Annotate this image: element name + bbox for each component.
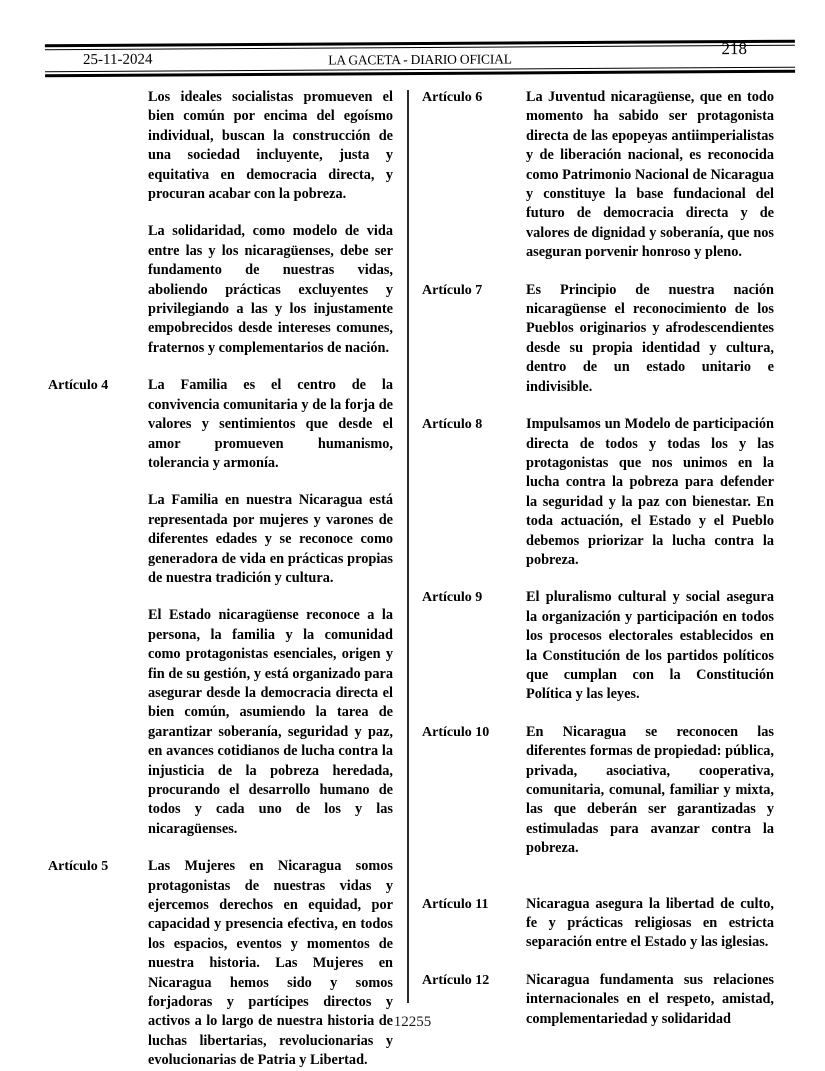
article-block: [422, 88, 774, 263]
article-label: Artículo 6: [422, 90, 483, 105]
article-paragraph: La Familia en nuestra Nicaragua está representada por mujeres y varones de diferentes edades y se reconoce como generadora de vida en prácticas propias de nuestra tradición y cultura.: [148, 492, 393, 586]
article-block: [48, 376, 393, 839]
article-block: [422, 281, 774, 397]
article-paragraph: La Juventud nicaragüense, que en todo momento ha sabido ser protagonista directa de las epopeyas antiimperialistas y de liberación nacional, es reconocida como Patrimonio Nacional de Nicaragua y constituye la base fundacional del futuro de democracia directa y de valores de dignidad y soberanía, que nos aseguran porvenir honroso y pleno.: [526, 89, 774, 261]
article-block: [48, 857, 393, 1070]
article-paragraph: El pluralismo cultural y social asegura la organización y participación en todos los procesos electorales establecidos en la Constitución de los partidos políticos que cumplan con la Constitución Política y las leyes.: [526, 589, 774, 703]
article-paragraph: La Familia es el centro de la convivencia comunitaria y de la forja de valores y sentimientos que desde el amor promueven humanismo, tolerancia y armonía.: [148, 377, 393, 471]
article-paragraph: Nicaragua fundamenta sus relaciones internacionales en el respeto, amistad, complementariedad y solidaridad: [526, 971, 774, 1027]
right-column: [422, 88, 774, 1029]
masthead-date: 25-11-2024: [82, 51, 153, 69]
article-paragraph: En Nicaragua se reconocen las diferentes formas de propiedad: pública, privada, asociativa, cooperativa, comunitaria, comunal, familiar y mixta, las que deberán ser garantizadas y estimuladas para avanzar contra la pobreza.: [526, 723, 774, 857]
article-label: Artículo 11: [422, 896, 489, 912]
article-paragraph: La solidaridad, como modelo de vida entre las y los nicaragüenses, debe ser fundamento de nuestras vidas, aboliendo prácticas excluyentes y privilegiando a las y los injustamente empobrecidos desde intereses comunes, fraternos y complementarios de nación.: [148, 223, 393, 356]
article-paragraph: Es Principio de nuestra nación nicaragüense el reconocimiento de los Pueblos originarios y afrodescendientes desde su propia identidad y cultura, dentro de un estado unitario e indivisible.: [526, 281, 774, 395]
article-block: [422, 415, 774, 570]
article-block: [48, 88, 393, 358]
page-folio-number: 12255: [393, 1014, 432, 1030]
article-paragraph: Las Mujeres en Nicaragua somos protagonistas de nuestras vidas y ejercemos derechos en equidad, por capacidad y presencia efectiva, en todos los espacios, eventos y momentos de nuestra historia. Las Mujeres en Nicaragua hemos sido y somos forjadoras y partícipes directos y activos a lo largo de nuestra historia de luchas libertarias, revolucionarias y evolucionarias de Patria y Libertad.: [148, 858, 393, 1069]
article-paragraph: Los ideales socialistas promueven el bien común por encima del egoísmo individual, buscan la construcción de una sociedad incluyente, justa y equitativa en democracia directa, y procuran acabar con la pobreza.: [148, 89, 393, 203]
article-body: [526, 281, 774, 397]
article-paragraph: El Estado nicaragüense reconoce a la persona, la familia y la comunidad como protagonistas esenciales, origen y fin de su gestión, y está organizado para asegurar desde la democracia directa el bien común, asumiendo la tarea de garantizar soberanía, seguridad y paz, en avances cotidianos de lucha contra la injusticia de la pobreza heredada, procurando el desarrollo humano de todos y cada uno de los y las nicaragüenses.: [148, 607, 393, 837]
article-block: [422, 588, 774, 704]
article-body: [526, 895, 774, 953]
article-body: [148, 88, 393, 358]
article-label: Artículo 12: [422, 972, 490, 988]
article-body: [526, 723, 774, 859]
article-body: [148, 857, 393, 1070]
article-body: [148, 376, 393, 839]
article-block: [422, 895, 774, 953]
article-body: [526, 588, 774, 704]
article-paragraph: Impulsamos un Modelo de participación directa de todos y todas los y las protagonistas que nos unimos en la lucha contra la pobreza para defender la seguridad y la paz con bienestar. En toda actuación, el Estado y el Pueblo debemos priorizar la lucha contra la pobreza.: [526, 416, 774, 568]
article-body: [526, 415, 774, 570]
page-masthead: [45, 40, 795, 81]
article-label: Artículo 4: [48, 378, 109, 394]
article-label: Artículo 10: [422, 724, 490, 740]
article-body: [526, 88, 774, 263]
column-spacer: [422, 877, 774, 895]
article-label: Artículo 7: [422, 282, 483, 298]
masthead-issue-number: 218: [721, 39, 747, 59]
article-label: Artículo 5: [48, 859, 109, 875]
article-paragraph: Nicaragua asegura la libertad de culto, fe y prácticas religiosas en estricta separación entre el Estado y las iglesias.: [526, 895, 774, 951]
article-block: [422, 723, 774, 859]
article-label: Artículo 9: [422, 590, 483, 606]
masthead-publication-title: LA GACETA - DIARIO OFICIAL: [328, 51, 512, 68]
left-column: [48, 88, 393, 1071]
article-label: Artículo 8: [422, 417, 483, 433]
